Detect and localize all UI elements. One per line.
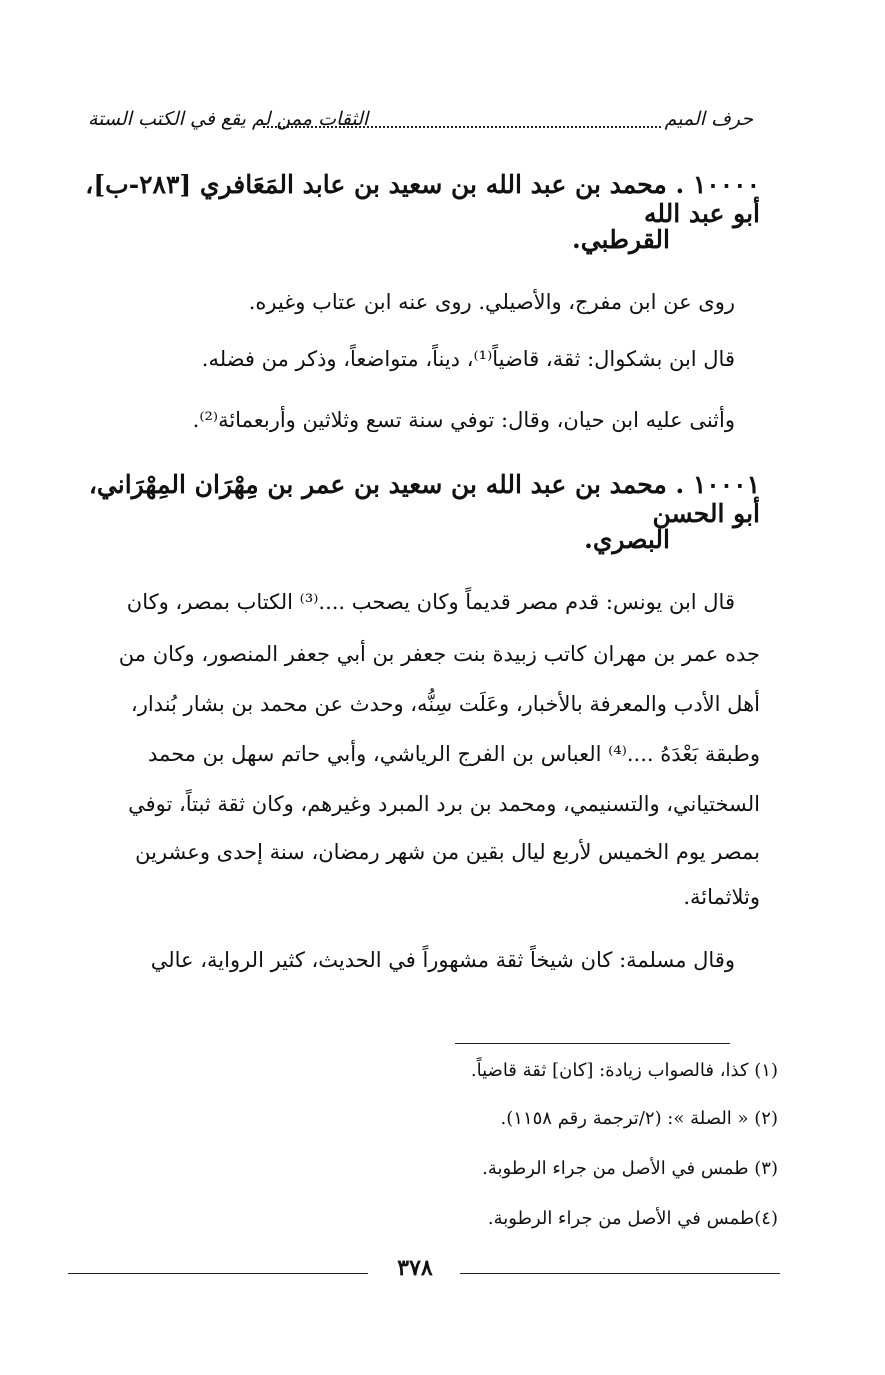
entry-title-cont: القرطبي. [572, 225, 670, 254]
entry-line: بمصر يوم الخميس لأربع ليال بقين من شهر رمضان، سنة إحدى وعشرين [135, 840, 760, 864]
entry-line: وثلاثمائة. [683, 885, 760, 909]
entry-line: السختياني، والتسنيمي، ومحمد بن برد المبرد وغيرهم، وكان ثقة ثبتاً، توفي [128, 792, 760, 816]
entry-line: وأثنى عليه ابن حيان، وقال: توفي سنة تسع وثلاثين وأربعمائة⁽²⁾. [192, 408, 735, 432]
footer-rule-right [460, 1273, 780, 1274]
entry-line: قال ابن بشكوال: ثقة، قاضياً⁽¹⁾، ديناً، متواضعاً، وذكر من فضله. [201, 347, 735, 371]
entry-line: قال ابن يونس: قدم مصر قديماً وكان يصحب ....⁽³⁾ الكتاب بمصر، وكان [126, 590, 735, 614]
footnote: (١) كذا، فالصواب زيادة: [كان] ثقة قاضياً. [470, 1060, 778, 1081]
header-book-title: الثقات ممن لم يقع في الكتب الستة [88, 108, 369, 130]
entry-line: جده عمر بن مهران كاتب زبيدة بنت جعفر بن أبي جعفر المنصور، وكان من [118, 642, 760, 666]
running-header [88, 104, 753, 144]
entry-line: وقال مسلمة: كان شيخاً ثقة مشهوراً في الحديث، كثير الرواية، عالي [150, 948, 735, 972]
footnote: (٢) « الصلة »: (٢/ترجمة رقم ١١٥٨). [500, 1108, 778, 1129]
footnote: (٣) طمس في الأصل من جراء الرطوبة. [482, 1158, 778, 1179]
footer-rule-left [68, 1273, 368, 1274]
header-chapter: حرف الميم [664, 108, 753, 130]
footnote-separator [455, 1043, 730, 1044]
entry-line: أهل الأدب والمعرفة بالأخبار، وعَلَت سِنُّه، وحدث عن محمد بن بشار بُندار، [130, 692, 760, 716]
entry-title: ١٠٠٠١ . محمد بن عبد الله بن سعيد بن عمر بن مِهْرَان المِهْرَاني، أبو الحسن [88, 470, 760, 528]
entry-title-cont: البصري. [584, 525, 670, 554]
entry-line: وطبقة بَعْدَهُ ....⁽⁴⁾ العباس بن الفرج الرياشي، وأبي حاتم سهل بن محمد [148, 742, 760, 766]
entry-title: ١٠٠٠٠ . محمد بن عبد الله بن سعيد بن عابد المَعَافري [٢٨٣-ب]، أبو عبد الله [85, 170, 760, 228]
footnote: (٤)طمس في الأصل من جراء الرطوبة. [487, 1208, 778, 1229]
entry-line: روى عن ابن مفرج، والأصيلي. روى عنه ابن عتاب وغيره. [248, 290, 735, 314]
page-number: ٣٧٨ [397, 1255, 433, 1281]
